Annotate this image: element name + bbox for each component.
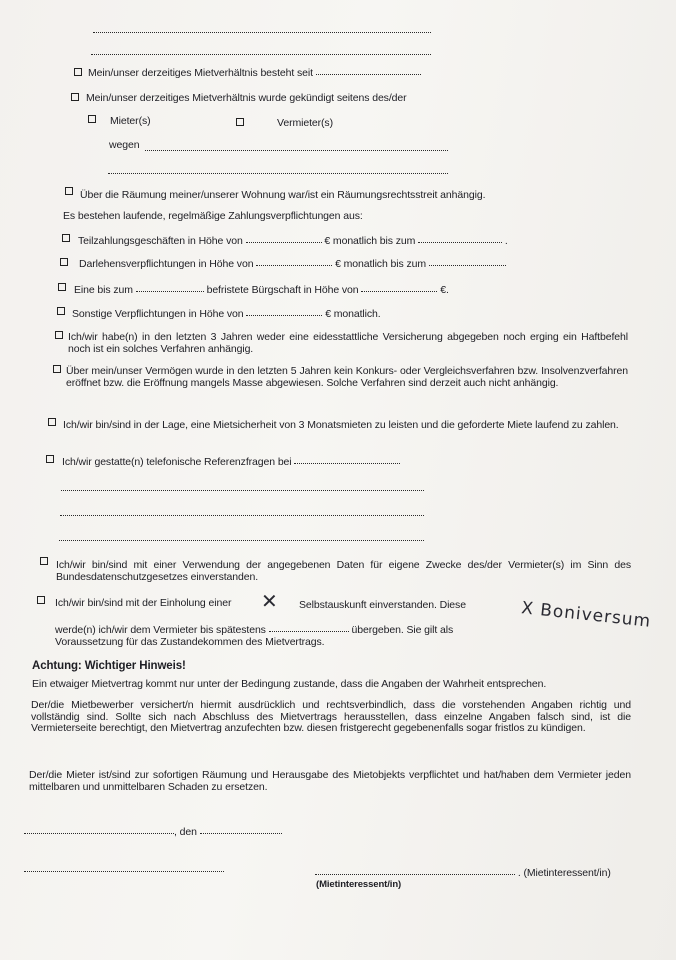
dotted-line xyxy=(61,490,424,491)
text-landlord: Vermieter(s) xyxy=(277,117,333,129)
text-signature-right: . (Mietinteressent/in) xyxy=(315,867,611,879)
checkbox-tenant[interactable] xyxy=(88,115,96,123)
handwritten-note: X Boniversum xyxy=(520,598,653,632)
checkbox-affidavit[interactable] xyxy=(55,331,63,339)
text-warning: Ein etwaiger Mietvertrag kommt nur unter der Bedingung zustande, dass die Angaben der Wahrheit entsprechen. xyxy=(32,678,547,690)
text-terminated: Mein/unser derzeitiges Mietverhältnis wurde gekündigt seitens des/der xyxy=(86,92,407,104)
checkbox-current-rental[interactable] xyxy=(74,68,82,76)
dotted-line xyxy=(59,540,424,541)
checkbox-eviction[interactable] xyxy=(65,187,73,195)
checkbox-other[interactable] xyxy=(57,307,65,315)
text-loan: Darlehensverpflichtungen in Höhe von € monatlich bis zum xyxy=(79,258,506,270)
dotted-line xyxy=(93,32,431,33)
text-obligations-intro: Es bestehen laufende, regelmäßige Zahlungsverpflichtungen aus: xyxy=(63,210,363,222)
text-eviction: Über die Räumung meiner/unserer Wohnung war/ist ein Räumungsrechtsstreit anhängig. xyxy=(80,189,486,201)
text-other: Sonstige Verpflichtungen in Höhe von € monatlich. xyxy=(72,308,381,320)
text-signature-label: (Mietinteressent/in) xyxy=(316,879,402,890)
handwritten-cross-mark: ✕ xyxy=(261,589,279,613)
text-vacate: Der/die Mieter ist/sind zur sofortigen Räumung und Herausgabe des Mietobjekts verpflichtet und hat/haben dem Vermieter jeden mittelbaren und unmittelbaren Schaden zu ersetzen. xyxy=(29,769,631,793)
text-bankruptcy: Über mein/unser Vermögen wurde in den letzten 5 Jahren kein Konkurs- oder Vergleichsverfahren bzw. Insolvenzverfahren eröffnet bzw. die Eröffnung mangels Masse abgewiesen. Solche Verfahren sind derzeit auch nicht anhängig. xyxy=(66,365,628,389)
checkbox-bankruptcy[interactable] xyxy=(53,365,61,373)
checkbox-privacy[interactable] xyxy=(40,557,48,565)
checkbox-references[interactable] xyxy=(46,455,54,463)
checkbox-loan[interactable] xyxy=(60,258,68,266)
checkbox-terminated[interactable] xyxy=(71,93,79,101)
text-current-rental: Mein/unser derzeitiges Mietverhältnis besteht seit xyxy=(88,67,421,79)
text-because: wegen xyxy=(109,139,140,151)
text-tenant: Mieter(s) xyxy=(110,115,151,127)
warning-heading: Achtung: Wichtiger Hinweis! xyxy=(32,660,186,672)
dotted-line xyxy=(145,150,448,151)
dotted-line xyxy=(91,54,431,55)
checkbox-deposit[interactable] xyxy=(48,418,56,426)
checkbox-landlord[interactable] xyxy=(236,118,244,126)
signature-line-left xyxy=(24,871,224,872)
text-references: Ich/wir gestatte(n) telefonische Referenzfragen bei xyxy=(62,456,400,468)
checkbox-installment[interactable] xyxy=(62,234,70,242)
text-affidavit: Ich/wir habe(n) in den letzten 3 Jahren weder eine eidesstattliche Versicherung abgegeben noch erging ein Haftbefehl noch ist ein solches Verfahren anhängig. xyxy=(68,331,628,355)
text-credit-e: Voraussetzung für das Zustandekommen des Mietvertrags. xyxy=(55,636,325,648)
text-guarantee: Eine bis zum befristete Bürgschaft in Höhe von €. xyxy=(74,284,449,296)
checkbox-credit-report[interactable] xyxy=(37,596,45,604)
text-assurance: Der/die Mietbewerber versichert/n hiermit ausdrücklich und rechtsverbindlich, dass die vorstehenden Angaben richtig und vollständig sind. Sollte sich nach Abschluss des Mietvertrags herausstellen, dass einzelne Angaben falsch sind, ist die Vermieterseite berechtigt, den Mietvertrag anzufechten bzw. diesen fristgerecht gegebenenfalls sogar fristlos zu kündigen. xyxy=(31,699,631,734)
text-deposit: Ich/wir bin/sind in der Lage, eine Mietsicherheit von 3 Monatsmieten zu leisten und die geforderte Miete laufend zu zahlen. xyxy=(63,419,619,431)
text-installment: Teilzahlungsgeschäften in Höhe von € monatlich bis zum . xyxy=(78,235,508,247)
text-privacy: Ich/wir bin/sind mit einer Verwendung der angegebenen Daten für eigene Zwecke des/der Vermieter(s) im Sinn des Bundesdatenschutzgesetzes einverstanden. xyxy=(56,559,631,583)
text-credit-c: werde(n) ich/wir dem Vermieter bis spätestens übergeben. Sie gilt als xyxy=(55,624,454,636)
text-credit-b: Selbstauskunft einverstanden. Diese xyxy=(299,599,466,611)
checkbox-guarantee[interactable] xyxy=(58,283,66,291)
dotted-line xyxy=(108,173,448,174)
dotted-line xyxy=(60,515,424,516)
text-place-date: , den xyxy=(24,826,282,838)
text-credit-a: Ich/wir bin/sind mit der Einholung einer xyxy=(55,597,232,609)
